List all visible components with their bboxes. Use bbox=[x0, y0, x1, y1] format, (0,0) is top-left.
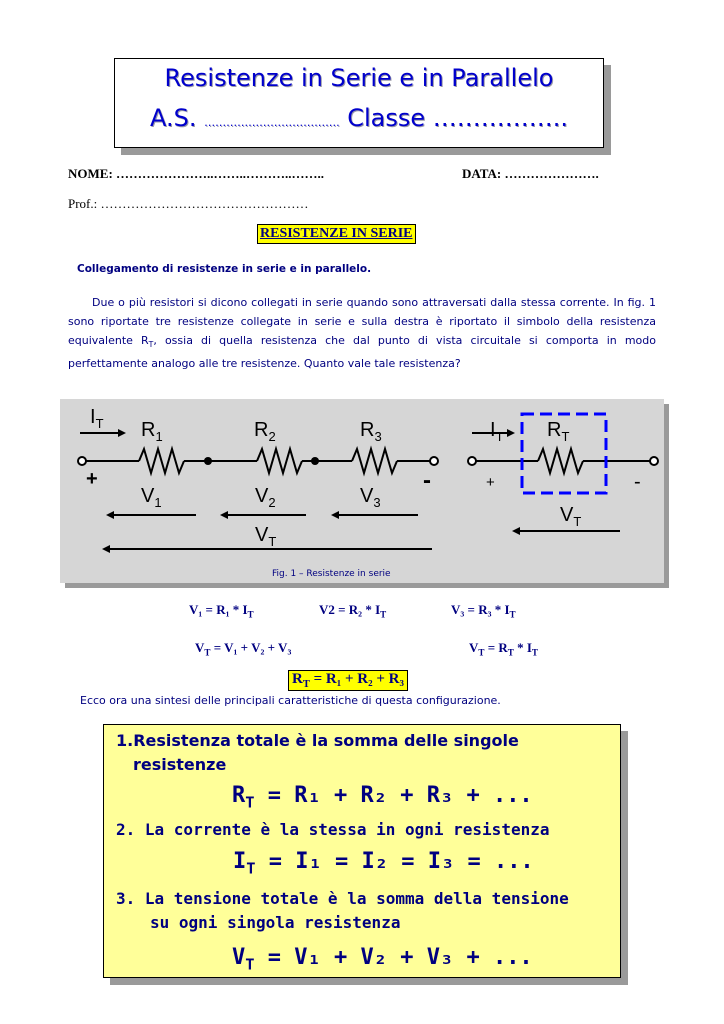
summary-formula-vt: $V_T = V_1 + V_2 + V_3$ + ... bbox=[232, 945, 533, 974]
arrowhead bbox=[512, 527, 520, 535]
data-field: DATA: …………………. bbox=[462, 166, 599, 181]
label-v1: $V_1$ bbox=[141, 485, 162, 510]
label-v2: $V_2$ bbox=[255, 485, 276, 510]
node-dot bbox=[204, 457, 212, 465]
label-r2: $R_2$ bbox=[254, 419, 276, 444]
summary-intro: Ecco ora una sintesi delle principali caratteristiche di questa configurazione. bbox=[80, 694, 501, 707]
equivalent-resistor-box bbox=[522, 414, 606, 493]
summary-item-3-cont: su ogni singola resistenza bbox=[150, 913, 401, 932]
label-r1: $R_1$ bbox=[141, 419, 163, 444]
formula-v1: $V_1 = R_1 * I_T$ bbox=[189, 602, 254, 620]
formula-v3: $V_3 = R_3 * I_T$ bbox=[451, 602, 516, 620]
summary-item-1-cont: resistenze bbox=[133, 755, 227, 774]
paragraph-part-1: Due o più resistori si dicono collegati in serie quando sono attraversati dalla stessa corrente. In fig. 1 sono riportate tre resistenze collegate in serie e sulla destra è riportato il simbolo della resistenza equivalente R bbox=[68, 296, 656, 347]
arrowhead bbox=[331, 511, 339, 519]
label-it-equivalent: $I_T$ bbox=[490, 419, 504, 444]
terminal-right bbox=[650, 457, 658, 465]
as-label: A.S. bbox=[149, 104, 197, 132]
label-rt: $R_T$ bbox=[547, 419, 570, 444]
arrowhead bbox=[220, 511, 228, 519]
arrowhead bbox=[507, 429, 515, 437]
formula-vt-sum: $V_T = V_1 + V_2 + V_3$ bbox=[195, 640, 292, 658]
plus-sign: + bbox=[486, 474, 495, 491]
paragraph-part-2: , ossia di quella resistenza che dal punto di vista circuitale si comporta in modo perfettamente analogo alle tre resistenze. Quanto vale tale resistenza? bbox=[68, 334, 657, 371]
series-circuit-diagram bbox=[60, 399, 664, 583]
prof-field: Prof.: ………………………………………… bbox=[68, 196, 309, 211]
summary-item-1: 1.Resistenza totale è la somma delle singole bbox=[116, 731, 519, 750]
label-vt-equivalent: $V_T$ bbox=[560, 504, 582, 529]
formula-rt-highlighted: $R_T = R_1 + R_2 + R_3$ bbox=[288, 670, 408, 691]
label-vt: $V_T$ bbox=[255, 524, 277, 549]
figure-caption: Fig. 1 – Resistenze in serie bbox=[272, 569, 391, 579]
nome-field: NOME: …………………..……..………..…….. bbox=[68, 166, 325, 181]
classe-label: Classe …………….. bbox=[347, 104, 569, 132]
resistor-rt-symbol bbox=[538, 449, 583, 473]
arrowhead bbox=[118, 429, 126, 437]
label-it: $I_T$ bbox=[90, 406, 104, 431]
arrowhead bbox=[106, 511, 114, 519]
resistor-r3-symbol bbox=[352, 449, 397, 473]
summary-item-3: 3. La tensione totale è la somma della tensione bbox=[116, 889, 569, 908]
terminal-right bbox=[430, 457, 438, 465]
label-r3: $R_3$ bbox=[360, 419, 382, 444]
summary-formula-it: $I_T = I_1 = I_2 = I_3$ = ... bbox=[233, 849, 534, 878]
plus-sign: + bbox=[86, 468, 98, 490]
label-v3: $V_3$ bbox=[360, 485, 381, 510]
formula-v2: $V2 = R_2 * I_T$ bbox=[319, 602, 387, 620]
arrowhead bbox=[102, 545, 110, 553]
summary-item-2: 2. La corrente è la stessa in ogni resistenza bbox=[116, 820, 550, 839]
paragraph-sub: T bbox=[148, 340, 154, 350]
minus-sign: - bbox=[423, 467, 431, 494]
minus-sign: - bbox=[634, 471, 641, 493]
resistor-r2-symbol bbox=[257, 449, 302, 473]
subtitle: Collegamento di resistenze in serie e in parallelo. bbox=[77, 263, 372, 275]
formula-vt-ohm: $V_T = R_T * I_T$ bbox=[469, 640, 538, 658]
section-title: RESISTENZE IN SERIE bbox=[257, 224, 416, 244]
resistor-r1-symbol bbox=[139, 449, 184, 473]
title-year-class-line bbox=[114, 104, 604, 132]
summary-formula-rt: $R_T = R_1 + R_2 + R_3$ + ... bbox=[232, 783, 533, 812]
as-dots: ………………………………. bbox=[204, 116, 340, 129]
document-title: Resistenze in Serie e in Parallelo bbox=[164, 64, 554, 92]
node-dot bbox=[311, 457, 319, 465]
terminal-left bbox=[78, 457, 86, 465]
terminal-left bbox=[468, 457, 476, 465]
intro-paragraph bbox=[68, 293, 656, 373]
